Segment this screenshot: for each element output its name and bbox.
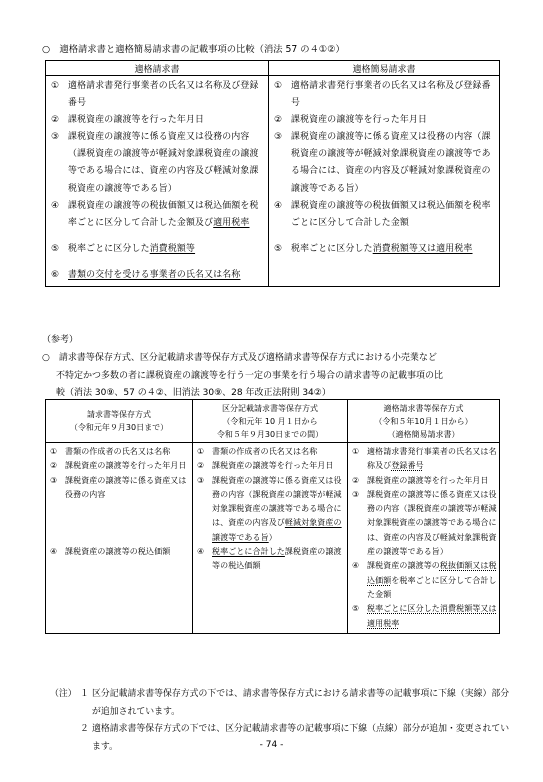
- list-item: ④ 課税資産の譲渡等の税抜価額又は税込価額を税率ごとに区分して合計した金額: [352, 561, 497, 599]
- table-header-row: [46, 400, 500, 443]
- note-1: （注） １ 区分記載請求書等保存方式の下では、請求書等保存方式における請求書等の記載事項に下線（実線）部分が追加されています。: [50, 689, 510, 717]
- list-item: ① 適格請求書発行事業者の氏名又は名称及び登録番号: [274, 81, 491, 109]
- header-kan-i: 適格簡易請求書: [269, 61, 500, 76]
- header-col3: 適格請求書等保存方式 （令和５年10月１日から） （適格簡易請求書）: [348, 400, 500, 443]
- header-tekikaku: 適格請求書: [46, 61, 269, 76]
- col1-cell: [46, 443, 193, 634]
- list-item: ① 適格請求書発行事業者の氏名又は名称及び登録番号: [51, 81, 259, 109]
- right-cell: [269, 76, 500, 287]
- list-item: ② 課税資産の譲渡等を行った年月日: [197, 461, 334, 471]
- header-col1: 請求書等保存方式 （令和元年９月30日まで）: [46, 400, 193, 443]
- list-item: ② 課税資産の譲渡等を行った年月日: [274, 115, 428, 126]
- list-item: ② 課税資産の譲渡等を行った年月日: [50, 461, 187, 471]
- reference-text: ○ 請求書等保存方式、区分記載請求書等保存方式及び適格請求書等保存方式における小売業など 不特定かつ多数の者に課税資産の譲渡等を行う一定の事業を行う場合の請求書等の記載事項の比 較（消法 30⑨、57 の４②、旧消法 30⑨、28 年改正法附則 34②）: [42, 353, 444, 398]
- list-item: ⑤ 税率ごとに区分した消費税額等又は適用税率: [352, 604, 497, 628]
- section-title: ○ 適格請求書と適格簡易請求書の記載事項の比較（消法 57 の４①②）: [42, 44, 345, 55]
- list-item: ⑤ 税率ごとに区分した消費税額等: [51, 243, 196, 254]
- reference-label: （参考）: [42, 335, 79, 345]
- table-header-row: [46, 61, 500, 76]
- col2-cell: [193, 443, 348, 634]
- invoice-system-table: [45, 399, 500, 634]
- list-item: ③ 課税資産の譲渡等に係る資産又は役務の内容（課税資産の譲渡等が軽減対象課税資産の譲渡等である場合には、資産の内容及び軽減対象課税資産の譲渡等である旨）: [274, 132, 491, 194]
- left-cell: [46, 76, 269, 287]
- table-row: [46, 443, 500, 634]
- list-item: ⑥ 書類の交付を受ける事業者の氏名又は名称: [51, 269, 241, 280]
- note-2: ２ 適格請求書等保存方式の下では、区分記載請求書等の記載事項に下線（点線）部分が追加・変更されています。: [80, 724, 510, 752]
- list-item: ③ 課税資産の譲渡等に係る資産又は役務の内容（課税資産の譲渡等が軽減対象課税資産の譲渡等である場合には、資産の内容及び軽減対象資産の譲渡等である旨）: [197, 475, 342, 542]
- list-item: ① 適格請求書発行事業者の氏名又は名称及び登録番号: [352, 447, 497, 471]
- page-number: - 74 -: [259, 740, 284, 750]
- list-item: ④ 課税資産の譲渡等の税込価額: [50, 547, 171, 557]
- list-item: ⑤ 税率ごとに区分した消費税額等又は適用税率: [274, 243, 473, 254]
- header-col2: 区分記載請求書等保存方式 （令和元年 10 月１日から 令和５年９月30日までの間）: [193, 400, 348, 443]
- list-item: ③ 課税資産の譲渡等に係る資産又は役務の内容: [50, 475, 187, 499]
- list-item: ④ 課税資産の譲渡等の税抜価額又は税込価額を税率ごとに区分して合計した金額及び適用税率: [51, 200, 259, 228]
- list-item: ④ 税率ごとに合計した課税資産の譲渡等の税込価額: [197, 547, 342, 571]
- list-item: ④ 課税資産の譲渡等の税抜価額又は税込価額を税率ごとに区分して合計した金額: [274, 200, 491, 228]
- list-item: ① 書類の作成者の氏名又は名称: [50, 447, 171, 456]
- list-item: ③ 課税資産の譲渡等に係る資産又は役務の内容（課税資産の譲渡等が軽減対象課税資産の譲渡等である場合には、資産の内容及び軽減対象課税資産の譲渡等である旨）: [352, 489, 497, 557]
- table-row: [46, 76, 500, 287]
- list-item: ② 課税資産の譲渡等を行った年月日: [51, 115, 205, 126]
- list-item: ② 課税資産の譲渡等を行った年月日: [352, 475, 489, 485]
- list-item: ① 書類の作成者の氏名又は名称: [197, 447, 318, 456]
- col3-cell: [348, 443, 500, 634]
- comparison-table: [45, 60, 500, 287]
- list-item: ③ 課税資産の譲渡等に係る資産又は役務の内容（課税資産の譲渡等が軽減対象課税資産の譲渡等である場合には、資産の内容及び軽減対象課税資産の譲渡等である旨）: [51, 132, 259, 194]
